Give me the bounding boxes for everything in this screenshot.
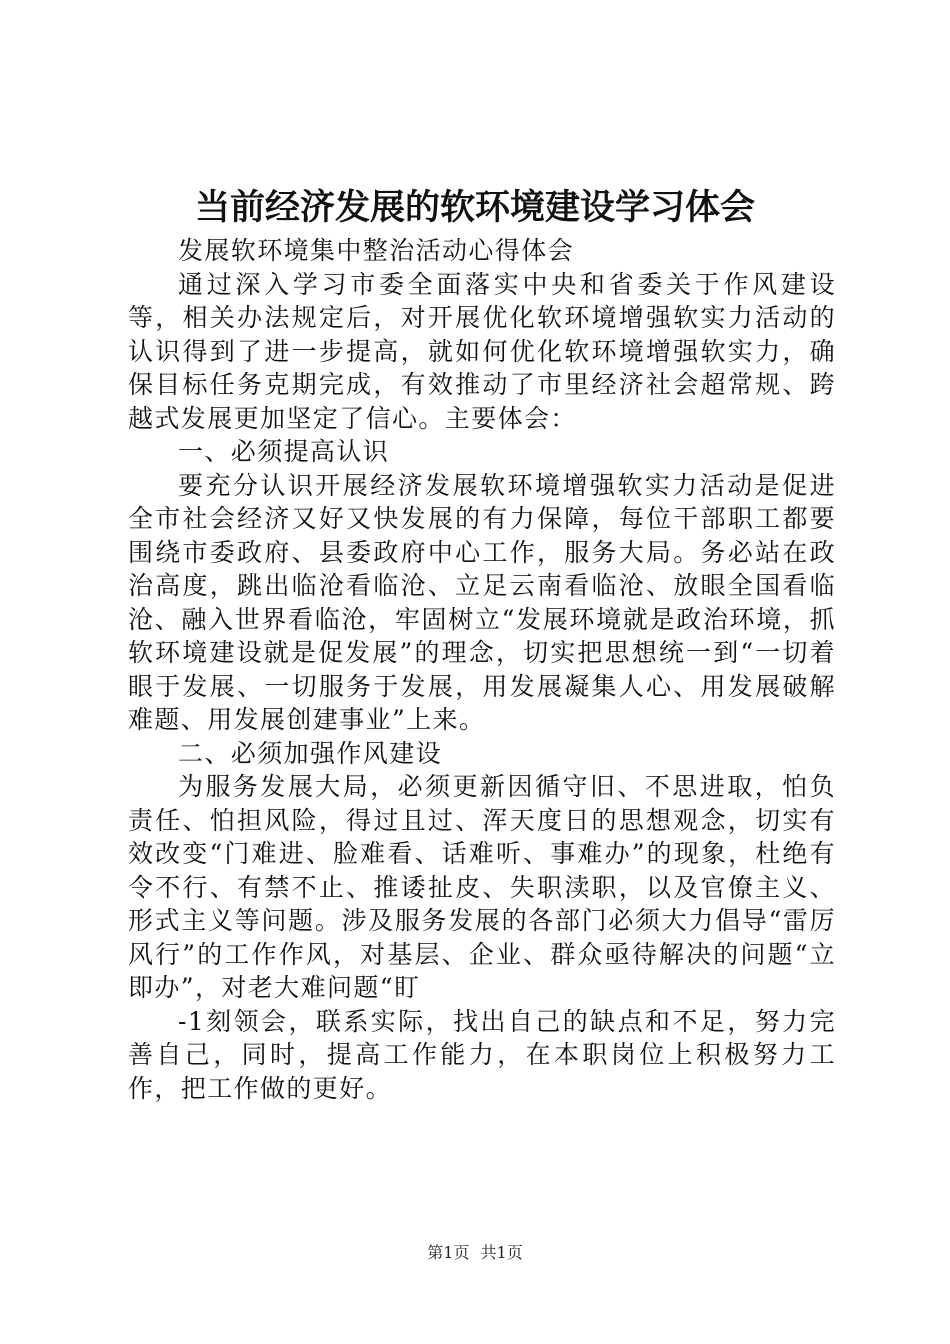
paragraph-intro: 通过深入学习市委全面落实中央和省委关于作风建设等，相关办法规定后，对开展优化软环境增强软实力活动的认识得到了进一步提高，就如何优化软环境增强软实力，确保目标任务克期完成，有效推动了市里经济社会超常规、跨越式发展更加坚定了信心。主要体会：: [128, 269, 836, 433]
paragraph-section-1: 要充分认识开展经济发展软环境增强软实力活动是促进全市社会经济又好又快发展的有力保障，每位干部职工都要围绕市委政府、县委政府中心工作，服务大局。务必站在政治高度，跳出临沧看临沧、立足云南看临沧、放眼全国看临沧、融入世界看临沧，牢固树立“发展环境就是政治环境，抓软环境建设就是促发展”的理念，切实把思想统一到“一切着眼于发展、一切服务于发展，用发展凝集人心、用发展破解难题、用发展创建事业”上来。: [128, 470, 836, 734]
section-heading-1: 一、必须提高认识: [178, 437, 390, 466]
document-body: [128, 234, 836, 1105]
page-total: 共1页: [480, 1243, 523, 1262]
page-number: 第1页: [427, 1243, 470, 1262]
section-heading-2: 二、必须加强作风建设: [178, 738, 443, 768]
paragraph-closing: -1刻领会，联系实际，找出自己的缺点和不足，努力完善自己，同时，提高工作能力，在本职岗位上积极努力工作，把工作做的更好。: [128, 1006, 836, 1103]
document-title: 当前经济发展的软环境建设学习体会: [194, 187, 755, 228]
paragraph-subtitle: 发展软环境集中整治活动心得体会: [178, 236, 575, 265]
page-footer: [0, 1241, 950, 1265]
paragraph-section-2: 为服务发展大局，必须更新因循守旧、不思进取，怕负责任、怕担风险，得过且过、浑天度日的思想观念，切实有效改变“门难进、脸难看、话难听、事难办”的现象，杜绝有令不行、有禁不止、推诿扯皮、失职渎职，以及官僚主义、形式主义等问题。涉及服务发展的各部门必须大力倡导“雷厉风行”的工作作风，对基层、企业、群众亟待解决的问题“立即办”，对老大难问题“盯: [128, 772, 836, 1002]
